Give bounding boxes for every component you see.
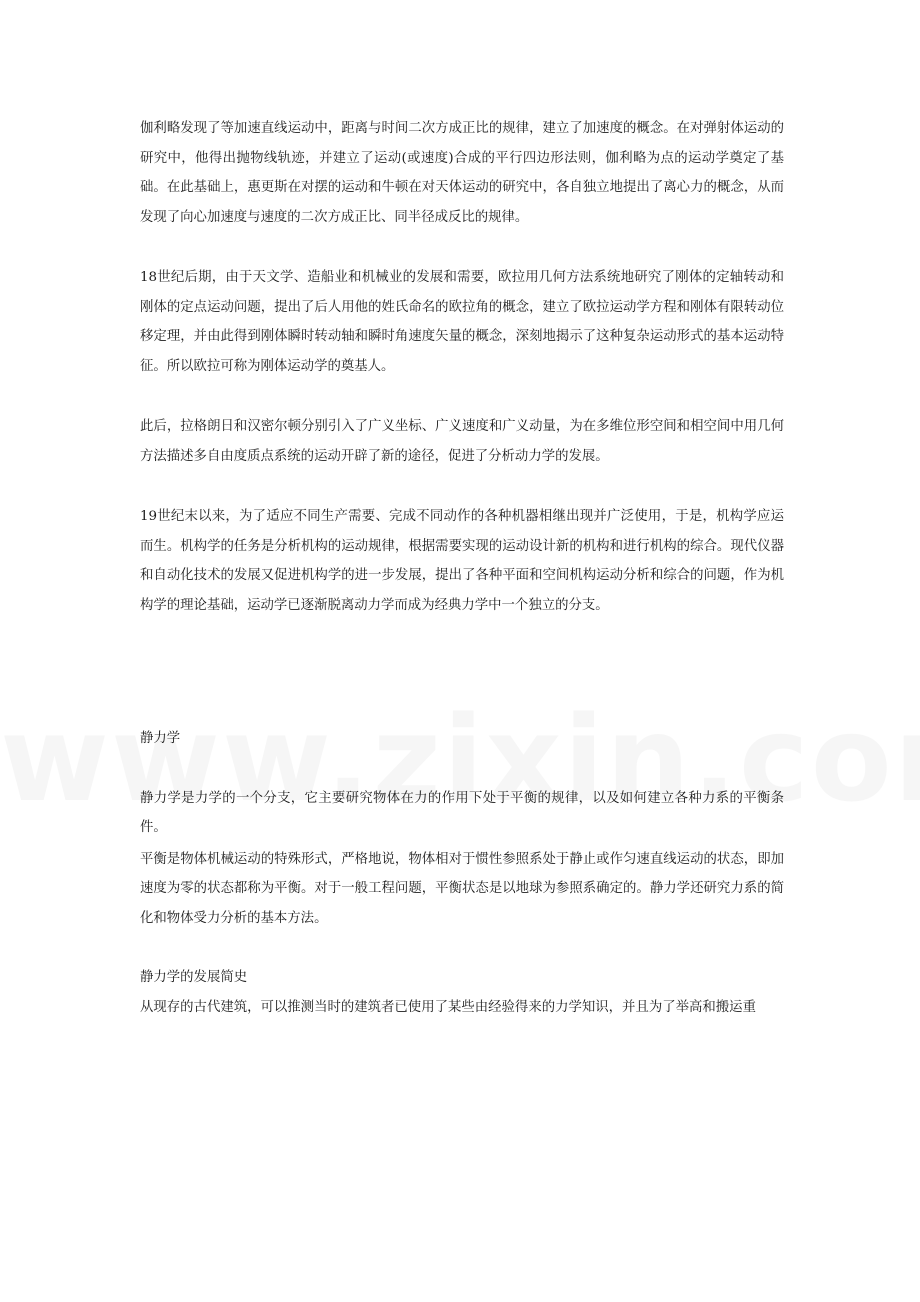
section-heading-history: 静力学的发展简史 — [140, 970, 248, 985]
paragraph-galileo: 伽利略发现了等加速直线运动中，距离与时间二次方成正比的规律，建立了加速度的概念。在对弹射体运动的研究中，他得出抛物线轨迹，并建立了运动(或速度)合成的平行四边形法则，伽利略为点的运动学奠定了基础。在此基础上，惠更斯在对摆的运动和牛顿在对天体运动的研究中，各自独立地提出了离心力的概念，从而发现了向心加速度与速度的二次方成正比、同半径成反比的规律。 — [140, 121, 784, 225]
paragraph-euler: 18世纪后期，由于天文学、造船业和机械业的发展和需要，欧拉用几何方法系统地研究了刚体的定轴转动和刚体的定点运动问题，提出了后人用他的姓氏命名的欧拉角的概念，建立了欧拉运动学方程和刚体有限转动位移定理，并由此得到刚体瞬时转动轴和瞬时角速度矢量的概念，深刻地揭示了这种复杂运动形式的基本运动特征。所以欧拉可称为刚体运动学的奠基人。 — [140, 270, 784, 374]
section-heading-statics: 静力学 — [140, 731, 181, 746]
paragraph-equilibrium: 平衡是物体机械运动的特殊形式，严格地说，物体相对于惯性参照系处于静止或作匀速直线运动的状态，即加速度为零的状态都称为平衡。对于一般工程问题，平衡状态是以地球为参照系确定的。静力学还研究力系的简化和物体受力分析的基本方法。 — [140, 851, 784, 926]
paragraph-lagrange: 此后，拉格朗日和汉密尔顿分别引入了广义坐标、广义速度和广义动量，为在多维位形空间和相空间中用几何方法描述多自由度质点系统的运动开辟了新的途径，促进了分析动力学的发展。 — [140, 419, 784, 464]
paragraph-history: 从现存的古代建筑，可以推测当时的建筑者已使用了某些由经验得来的力学知识，并且为了举高和搬运重 — [140, 999, 756, 1015]
paragraph-mechanism: 19世纪末以来，为了适应不同生产需要、完成不同动作的各种机器相继出现并广泛使用，于是，机构学应运而生。机构学的任务是分析机构的运动规律，根据需要实现的运动设计新的机构和进行机构的综合。现代仪器和自动化技术的发展又促进机构学的进一步发展，提出了各种平面和空间机构运动分析和综合的问题，作为机构学的理论基础，运动学已逐渐脱离动力学而成为经典力学中一个独立的分支。 — [140, 509, 784, 613]
paragraph-statics-definition: 静力学是力学的一个分支，它主要研究物体在力的作用下处于平衡的规律，以及如何建立各种力系的平衡条件。 — [140, 790, 784, 835]
document-body — [140, 114, 784, 1022]
